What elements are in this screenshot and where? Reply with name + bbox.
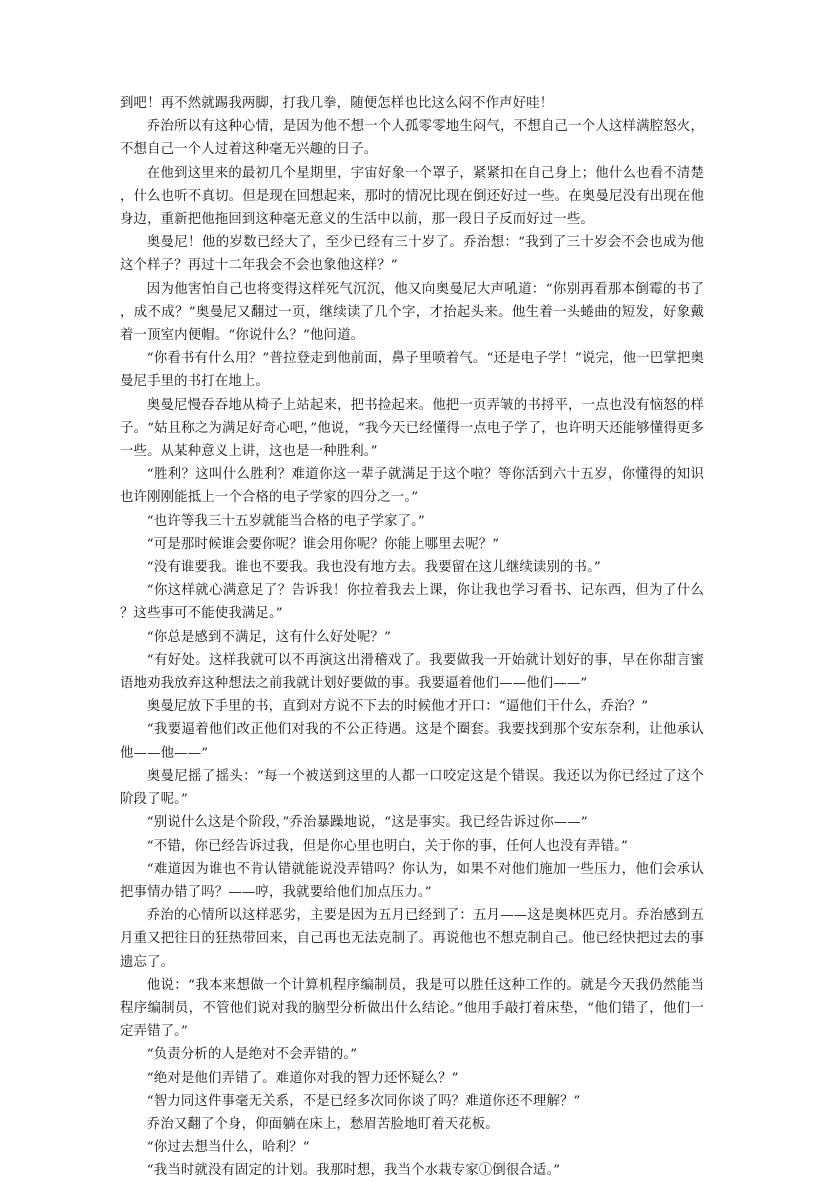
paragraph: “我当时就没有固定的计划。我那时想，我当个水栽专家①倒很合适。” <box>146 1163 561 1179</box>
paragraph: “不错，你已经告诉过我，但是你心里也明白，关于你的事，任何人也没有弄错。” <box>146 838 629 854</box>
paragraph: “负责分析的人是绝对不会弄错的。” <box>146 1047 358 1063</box>
paragraph: “你总是感到不满足，这有什么好处呢？” <box>146 629 391 645</box>
paragraph: 乔治的心情所以这样恶劣，主要是因为五月已经到了：五月——这是奥林匹克月。乔治感到五月重又把往日的狂热带回来，自己再也无法克制了。再说他也不想克制自己。他已经快把过去的事遗忘了。 <box>120 908 704 970</box>
paragraph: “可是那时候谁会要你呢？谁会用你呢？你能上哪里去呢？” <box>146 536 500 552</box>
paragraph: “别说什么这是个阶段，”乔治暴躁地说，“这是事实。我已经告诉过你——” <box>146 815 588 831</box>
paragraph: 乔治所以有这种心情，是因为他不想一个人孤零零地生闷气，不想自己一个人这样满腔怒火，不想自己一个人过着这种毫无兴趣的日子。 <box>120 119 704 158</box>
paragraph: “你过去想当什么，哈利？” <box>146 1140 310 1156</box>
paragraph: 奥曼尼！他的岁数已经大了，至少已经有三十岁了。乔治想：“我到了三十岁会不会也成为他这个样子？再过十二年我会不会也象他这样？” <box>120 235 704 274</box>
paragraph: 他说：“我本来想做一个计算机程序编制员，我是可以胜任这种工作的。就是今天我仍然能当程序编制员，不管他们说对我的脑型分析做出什么结论。”他用手敲打着床垫，“他们错了，他们一定弄错了。” <box>120 977 704 1040</box>
paragraph: “也许等我三十五岁就能当合格的电子学家了。” <box>146 513 425 529</box>
paragraph: “智力同这件事毫无关系，不是已经多次同你谈了吗？难道你还不理解？” <box>146 1093 581 1109</box>
paragraph: 在他到这里来的最初几个星期里，宇宙好象一个罩子，紧紧扣在自己身上；他什么也看不清楚，什么也听不真切。但是现在回想起来，那时的情况比现在倒还好过一些。在奥曼尼没有出现在他身边，重新把他拖回到这种毫无意义的生活中以前，那一段日子反而好过一些。 <box>120 165 704 228</box>
paragraph: “绝对是他们弄错了。难道你对我的智力还怀疑么？” <box>146 1070 459 1086</box>
paragraph: “没有谁要我。谁也不要我。我也没有地方去。我要留在这儿继续读别的书。” <box>146 560 601 576</box>
paragraph: “你这样就心满意足了？告诉我！你拉着我去上课，你让我也学习看书、记东西，但为了什么？这些事可不能使我满足。” <box>120 583 704 622</box>
paragraph: 奥曼尼摇了摇头：“每一个被送到这里的人都一口咬定这是个错误。我还以为你已经过了这个阶段了呢。” <box>120 768 704 808</box>
document-page <box>120 92 704 1183</box>
paragraph: “我要逼着他们改正他们对我的不公正待遇。这是个圈套。我要找到那个安东奈利，让他承认他——他——” <box>120 722 704 761</box>
paragraph: “有好处。这样我就可以不再演这出滑稽戏了。我要做我一开始就计划好的事，早在你甜言蜜语地劝我放弃这种想法之前我就计划好要做的事。我要逼着他们——他们——” <box>120 652 704 692</box>
paragraph: “难道因为谁也不肯认错就能说没弄错吗？你认为，如果不对他们施加一些压力，他们会承认把事情办错了吗？——哼，我就要给他们加点压力。” <box>120 861 704 900</box>
paragraph: 因为他害怕自己也将变得这样死气沉沉，他又向奥曼尼大声吼道：“你别再看那本倒霉的书了，成不成？”奥曼尼又翻过一页，继续读了几个字，才抬起头来。他生着一头蜷曲的短发，好象戴着一顶室内便帽。“你说什么？”他问道。 <box>120 281 704 344</box>
paragraph: 到吧！再不然就踢我两脚，打我几拳，随便怎样也比这么闷不作声好哇！ <box>120 96 554 111</box>
paragraph: “胜利？这叫什么胜利？难道你这一辈子就满足于这个啦？等你活到六十五岁，你懂得的知识也许刚刚能抵上一个合格的电子学家的四分之一。” <box>120 467 704 506</box>
paragraph: 奥曼尼放下手里的书，直到对方说不下去的时候他才开口：“逼他们干什么，乔治？” <box>146 699 649 715</box>
paragraph: 乔治又翻了个身，仰面躺在床上，愁眉苦脸地盯着天花板。 <box>146 1116 499 1132</box>
paragraph: “你看书有什么用？”普拉登走到他前面，鼻子里喷着气。“还是电子学！”说完，他一巴掌把奥曼尼手里的书打在地上。 <box>120 351 704 390</box>
paragraph: 奥曼尼慢吞吞地从椅子上站起来，把书捡起来。他把一页弄皱的书捋平，一点也没有恼怒的样子。“姑且称之为满足好奇心吧，”他说，“我今天已经懂得一点电子学了，也许明天还能够懂得更多一些。从某种意义上讲，这也是一种胜利。” <box>120 397 704 460</box>
